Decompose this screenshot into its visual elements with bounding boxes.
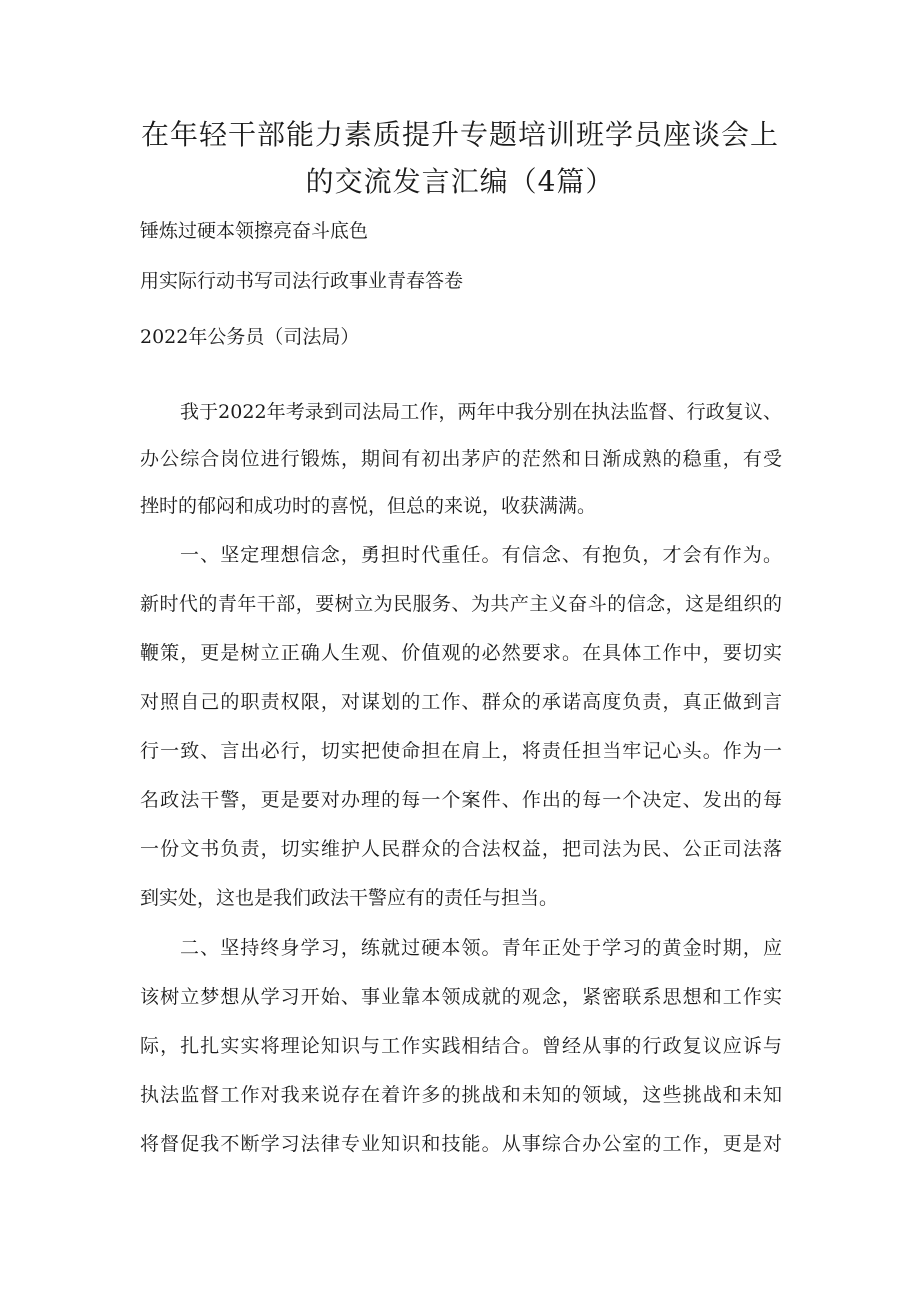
body-line: 鞭策，更是树立正确人生观、价值观的必然要求。在具体工作中，要切实 bbox=[140, 642, 782, 664]
body-line: 到实处，这也是我们政法干警应有的责任与担当。 bbox=[140, 887, 559, 909]
body-line: 该树立梦想从学习开始、事业靠本领成就的观念，紧密联系思想和工作实 bbox=[140, 986, 782, 1008]
body-line: 一、坚定理想信念，勇担时代重任。有信念、有抱负，才会有作为。 bbox=[180, 544, 782, 566]
subtitle-2: 用实际行动书写司法行政事业青春答卷 bbox=[140, 270, 464, 292]
body-line: 执法监督工作对我来说存在着许多的挑战和未知的领域，这些挑战和未知 bbox=[140, 1084, 782, 1106]
body-line: 我于2022年考录到司法局工作，两年中我分别在执法监督、行政复议、 bbox=[180, 401, 782, 423]
subtitle-1: 锤炼过硬本领擦亮奋斗底色 bbox=[140, 220, 369, 242]
body-line: 际，扎扎实实将理论知识与工作实践相结合。曾经从事的行政复议应诉与 bbox=[140, 1035, 782, 1057]
body-line: 对照自己的职责权限，对谋划的工作、群众的承诺高度负责，真正做到言 bbox=[140, 691, 782, 713]
body-line: 名政法干警，更是要对办理的每一个案件、作出的每一个决定、发出的每 bbox=[140, 789, 782, 811]
body-line: 挫时的郁闷和成功时的喜悦，但总的来说，收获满满。 bbox=[140, 495, 597, 517]
body-line: 行一致、言出必行，切实把使命担在肩上，将责任担当牢记心头。作为一 bbox=[140, 740, 782, 762]
body-line: 二、坚持终身学习，练就过硬本领。青年正处于学习的黄金时期，应 bbox=[180, 937, 782, 959]
document-title-line-1: 在年轻干部能力素质提升专题培训班学员座谈会上 bbox=[140, 118, 779, 151]
body-line: 办公综合岗位进行锻炼，期间有初出茅庐的茫然和日渐成熟的稳重，有受 bbox=[140, 448, 782, 470]
document-title-line-2: 的交流发言汇编（4篇） bbox=[305, 165, 615, 198]
body-line: 新时代的青年干部，要树立为民服务、为共产主义奋斗的信念，这是组织的 bbox=[140, 593, 782, 615]
body-line: 将督促我不断学习法律专业知识和技能。从事综合办公室的工作，更是对 bbox=[140, 1133, 782, 1155]
body-line: 一份文书负责，切实维护人民群众的合法权益，把司法为民、公正司法落 bbox=[140, 838, 782, 860]
author-line: 2022年公务员（司法局） bbox=[140, 326, 360, 348]
